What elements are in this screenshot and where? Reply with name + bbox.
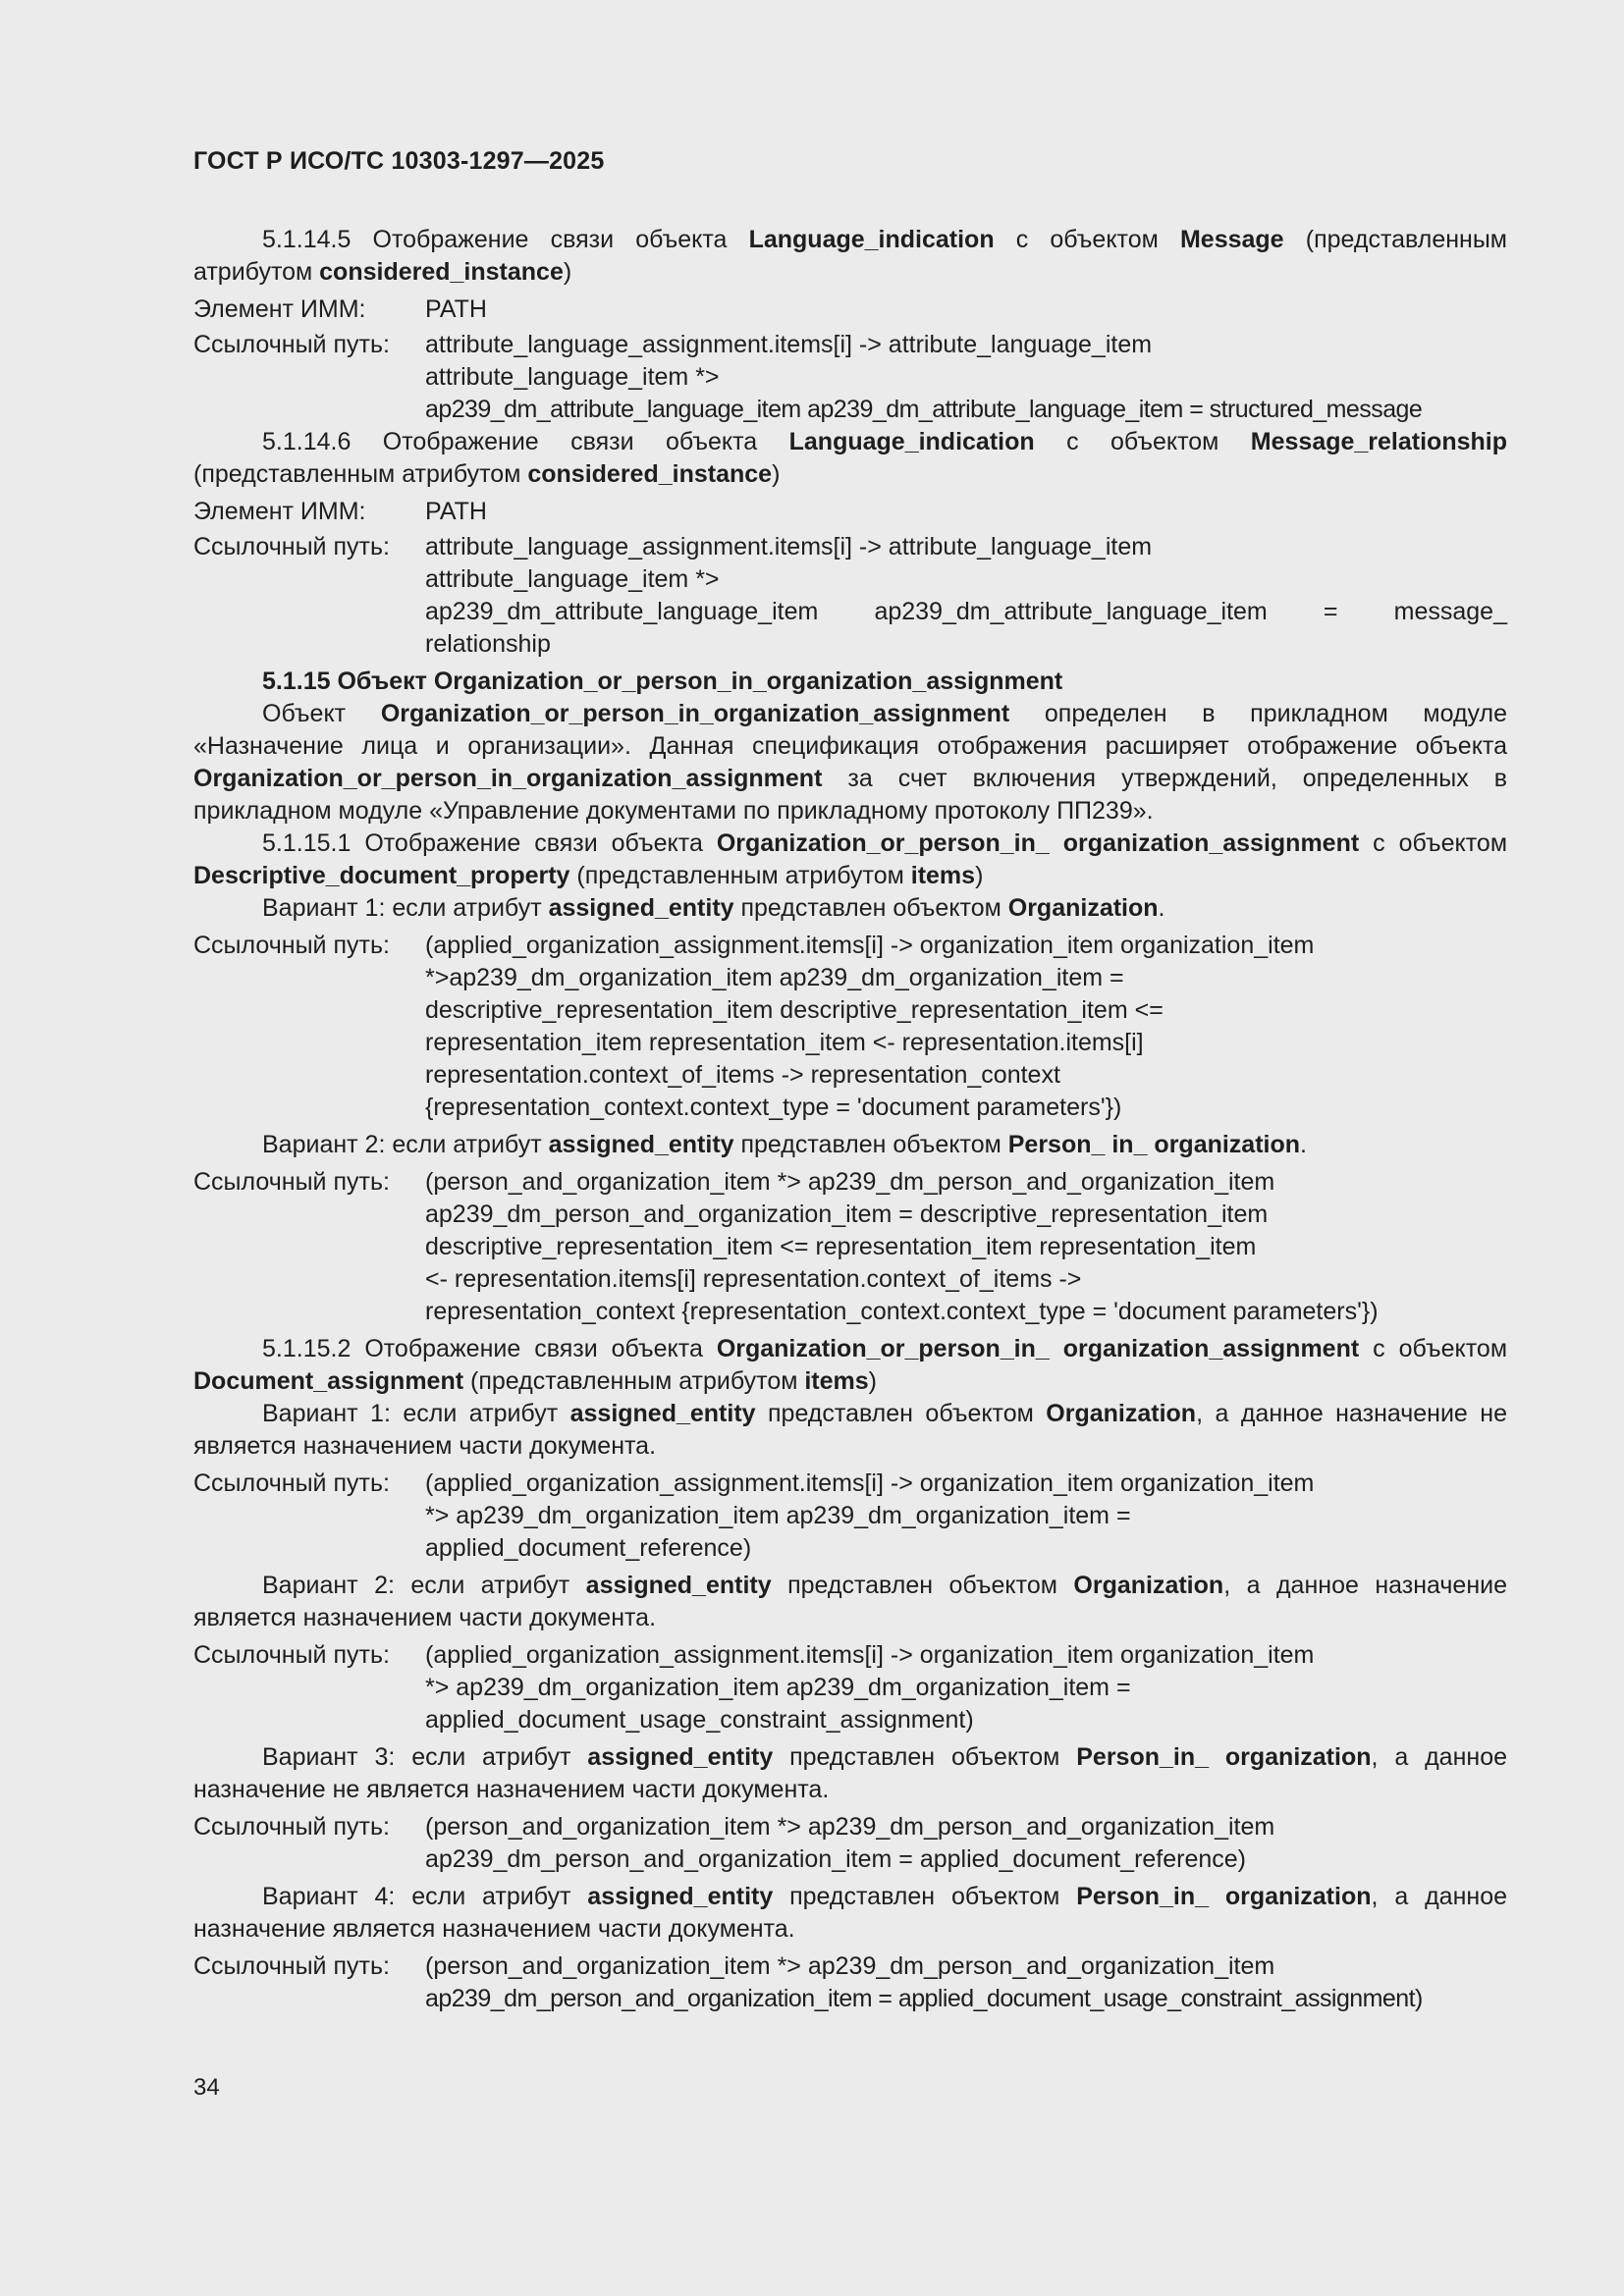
variant-2: Вариант 2: если атрибут assigned_entity представлен объектом Person_ in_ organization. [262,1131,1307,1158]
reference-path-label: Ссылочный путь: [193,533,390,561]
reference-path-value: (applied_organization_assignment.items[i] -> organization_item organization_item *> ap239_dm_organization_item ap239_dm_organization_item = applied_document_reference) [425,1469,1315,1562]
reference-path-label: Ссылочный путь: [193,1168,390,1196]
reference-path-row [193,1950,1507,2015]
variant-2: Вариант 2: если атрибут assigned_entity представлен объектом Organization, а данное назначение является назначением части документа. [193,1572,1507,1631]
imm-element-value: PATH [425,295,487,323]
imm-element-row [193,294,1507,326]
reference-path-row [193,1811,1507,1876]
variant-1: Вариант 1: если атрибут assigned_entity представлен объектом Organization. [262,894,1165,922]
reference-path-value: (person_and_organization_item *> ap239_dm_person_and_organization_item ap239_dm_person_and_organization_item = applied_document_reference) [425,1813,1275,1873]
document-header: ГОСТ Р ИСО/ТС 10303-1297—2025 [193,147,605,175]
section-heading-5-1-15: 5.1.15 Объект Organization_or_person_in_organization_assignment [262,667,1063,695]
reference-path-label: Ссылочный путь: [193,932,390,959]
document-body [193,224,1507,2015]
clause-5-1-15-2: 5.1.15.2 Отображение связи объекта Organization_or_person_in_ organization_assignment с объектом Document_assignment (представленным атрибутом items) [193,1335,1508,1395]
variant-1: Вариант 1: если атрибут assigned_entity представлен объектом Organization, а данное назначение не является назначением части документа. [193,1400,1507,1460]
reference-path-value: attribute_language_assignment.items[i] -> attribute_language_item attribute_language_item *> ap239_dm_attribute_language_item ap239_dm_attribute_language_item = structured_message [425,331,1423,423]
reference-path-label: Ссылочный путь: [193,1641,390,1669]
reference-path-row [193,1166,1507,1328]
clause-5-1-15-1: 5.1.15.1 Отображение связи объекта Organization_or_person_in_ organization_assignment с объектом Descriptive_document_property (представленным атрибутом items) [193,829,1508,889]
variant-3: Вариант 3: если атрибут assigned_entity представлен объектом Person_in_ organization, а данное назначение не является назначением части документа. [193,1743,1508,1803]
reference-path-value: (applied_organization_assignment.items[i] -> organization_item organization_item *> ap239_dm_organization_item ap239_dm_organization_item = applied_document_usage_constraint_assignment) [425,1641,1315,1734]
imm-element-row [193,496,1507,528]
reference-path-label: Ссылочный путь: [193,1469,390,1497]
imm-element-label: Элемент ИММ: [193,498,366,525]
reference-path-value: (applied_organization_assignment.items[i] -> organization_item organization_item *>ap239_dm_organization_item ap239_dm_organization_item = descriptive_representation_item descriptive_representation_item <= representation_item representation_item <- representation.items[i] representation.context_of_items -> representation_context {representation_context.context_type = 'document parameters'}) [425,932,1315,1121]
clause-5-1-14-6: 5.1.14.6 Отображение связи объекта Language_indication с объектом Message_relationship (представленным атрибутом considered_instance) [193,428,1507,488]
imm-element-label: Элемент ИММ: [193,295,366,323]
reference-path-row [193,1468,1507,1565]
reference-path-label: Ссылочный путь: [193,1813,390,1841]
variant-4: Вариант 4: если атрибут assigned_entity представлен объектом Person_in_ organization, а данное назначение является назначением части документа. [193,1883,1508,1943]
section-5-1-15-intro: Объект Organization_or_person_in_organization_assignment определен в прикладном модуле «Назначение лица и организации». Данная спецификация отображения расширяет отображение объекта Organization_or_person_in_organization_assignment за счет включения утверждений, определенных в прикладном модуле «Управление документами по прикладному протоколу ПП239». [193,700,1508,825]
reference-path-row [193,329,1507,426]
reference-path-row [193,930,1507,1124]
reference-path-value: attribute_language_assignment.items[i] -> attribute_language_item attribute_language_item *> ap239_dm_attribute_language_item ap239_dm_attribute_language_item = message_ relationship [425,533,1507,658]
page-number: 34 [193,2074,220,2101]
reference-path-row [193,1639,1507,1736]
clause-5-1-14-5: 5.1.14.5 Отображение связи объекта Language_indication с объектом Message (представленным атрибутом considered_instance) [193,226,1507,286]
reference-path-value: (person_and_organization_item *> ap239_dm_person_and_organization_item ap239_dm_person_and_organization_item = descriptive_representation_item descriptive_representation_item <= representation_item representation_item <- representation.items[i] representation.context_of_items -> representation_context {representation_context.context_type = 'document parameters'}) [425,1168,1379,1325]
reference-path-label: Ссылочный путь: [193,331,390,358]
reference-path-label: Ссылочный путь: [193,1952,390,1980]
imm-element-value: PATH [425,498,487,525]
reference-path-value: (person_and_organization_item *> ap239_dm_person_and_organization_item ap239_dm_person_and_organization_item = applied_document_usage_constraint_assignment) [425,1952,1423,2012]
reference-path-row [193,531,1507,661]
